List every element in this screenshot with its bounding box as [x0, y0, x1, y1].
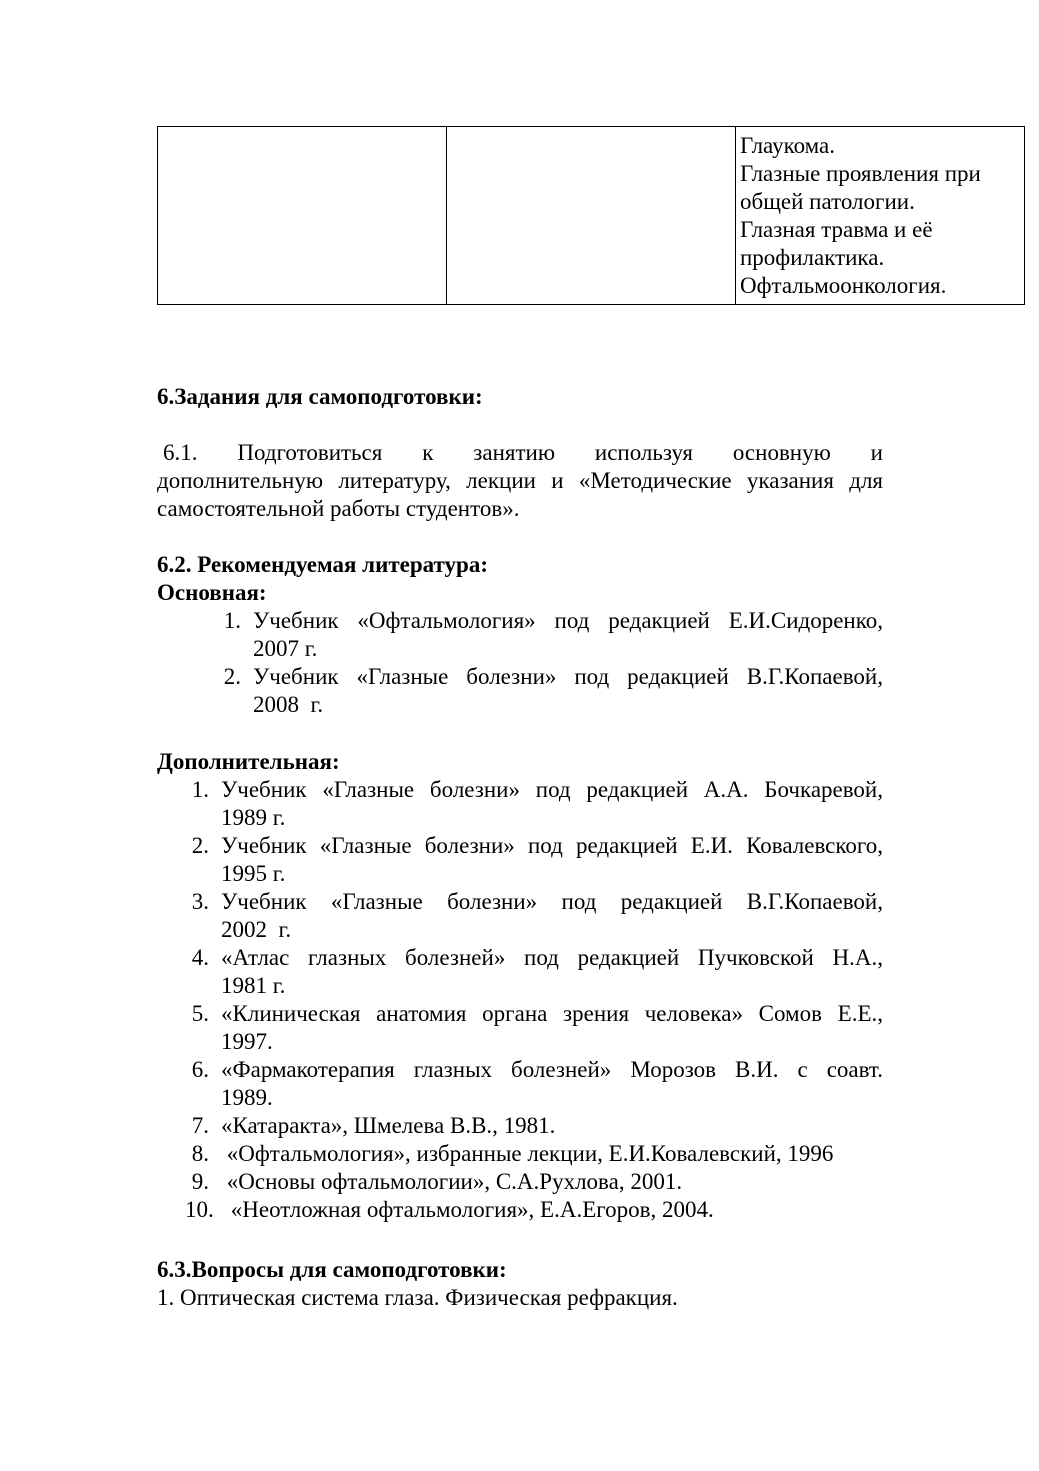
table-cell-topics	[736, 127, 1025, 305]
list-item-number: 5.	[191, 1001, 209, 1026]
list-item-text: «Основы офтальмологии», С.А.Рухлова, 2001.	[221, 1169, 683, 1194]
list-item-text: Учебник «Глазные болезни» под редакцией Е.И. Ковалевского,	[221, 833, 883, 858]
section-6	[157, 383, 883, 411]
list-item-text: Учебник «Офтальмология» под редакцией Е.И.Сидоренко,	[253, 608, 883, 633]
task-6-1-line: 6.1. Подготовиться к занятию используя основную и	[163, 440, 883, 465]
topic-line: Глаукома.	[740, 133, 836, 158]
list-item	[191, 944, 883, 1000]
topic-line: профилактика.	[740, 245, 885, 270]
extra-literature-heading-block	[157, 748, 883, 776]
list-item	[191, 1112, 883, 1140]
topics-table	[157, 126, 1025, 305]
list-item-number: 6.	[191, 1057, 209, 1082]
list-item	[185, 1196, 883, 1224]
list-item-number: 3.	[191, 889, 209, 914]
table-cell-empty-2	[447, 127, 736, 305]
list-item-text: 1981 г.	[221, 973, 286, 998]
list-item-text: «Клиническая анатомия органа зрения человека» Сомов Е.Е.,	[221, 1001, 883, 1026]
list-item	[223, 663, 883, 719]
list-item-number: 8.	[191, 1141, 209, 1166]
task-6-1-cont	[157, 467, 883, 523]
list-item-number: 9.	[191, 1169, 209, 1194]
section-6-heading: 6.Задания для самоподготовки:	[157, 384, 483, 409]
list-item-text: 1989.	[221, 1085, 273, 1110]
list-item	[191, 1140, 883, 1168]
list-item	[223, 607, 883, 663]
extra-literature-heading: Дополнительная:	[157, 749, 340, 774]
topic-line: Офтальмоонкология.	[740, 273, 947, 298]
list-item	[191, 832, 883, 888]
topic-line: Глазные проявления при	[740, 161, 981, 186]
list-item-text: 1995 г.	[221, 861, 286, 886]
table-cell-empty-1	[158, 127, 447, 305]
task-6-1	[163, 439, 883, 467]
list-item-text: Учебник «Глазные болезни» под редакцией А.А. Бочкаревой,	[221, 777, 883, 802]
list-item-text: Учебник «Глазные болезни» под редакцией В.Г.Копаевой,	[221, 889, 883, 914]
task-6-1-line: дополнительную литературу, лекции и «Методические указания для	[157, 468, 883, 493]
list-item-number: 2.	[223, 664, 241, 689]
list-item	[191, 1168, 883, 1196]
list-item-number: 7.	[191, 1113, 209, 1138]
list-item-text: 2002 г.	[221, 917, 292, 942]
extra-literature-list	[185, 776, 883, 1224]
list-item-text: 1989 г.	[221, 805, 286, 830]
list-item-text: Учебник «Глазные болезни» под редакцией В.Г.Копаевой,	[253, 664, 883, 689]
section-6-3	[157, 1256, 883, 1312]
table-row	[158, 127, 1025, 305]
list-item-text: «Катаракта», Шмелева В.В., 1981.	[221, 1113, 556, 1138]
list-item-text: «Атлас глазных болезней» под редакцией Пучковской Н.А.,	[221, 945, 883, 970]
topic-line: Глазная травма и её	[740, 217, 933, 242]
list-item	[191, 776, 883, 832]
list-item-number: 1.	[223, 608, 241, 633]
list-item-number: 2.	[191, 833, 209, 858]
main-literature-heading: Основная:	[157, 580, 267, 605]
section-6-2-heading: 6.2. Рекомендуемая литература:	[157, 552, 488, 577]
list-item-text: 2008 г.	[253, 692, 324, 717]
list-item-text: «Неотложная офтальмология», Е.А.Егоров, 2004.	[225, 1197, 714, 1222]
list-item	[191, 1000, 883, 1056]
section-6-3-heading: 6.3.Вопросы для самоподготовки:	[157, 1257, 507, 1282]
list-item-number: 10.	[185, 1197, 214, 1222]
list-item	[191, 1056, 883, 1112]
list-item-text: 1997.	[221, 1029, 273, 1054]
list-item	[191, 888, 883, 944]
topic-line: общей патологии.	[740, 189, 915, 214]
list-item-text: «Офтальмология», избранные лекции, Е.И.Ковалевский, 1996	[221, 1141, 834, 1166]
task-6-1-line: самостоятельной работы студентов».	[157, 496, 520, 521]
question-item: 1. Оптическая система глаза. Физическая рефракция.	[157, 1285, 678, 1310]
section-6-2	[157, 551, 883, 607]
list-item-number: 1.	[191, 777, 209, 802]
list-item-number: 4.	[191, 945, 209, 970]
list-item-text: «Фармакотерапия глазных болезней» Морозов В.И. с соавт.	[221, 1057, 883, 1082]
list-item-text: 2007 г.	[253, 636, 318, 661]
main-literature-list	[223, 607, 883, 719]
